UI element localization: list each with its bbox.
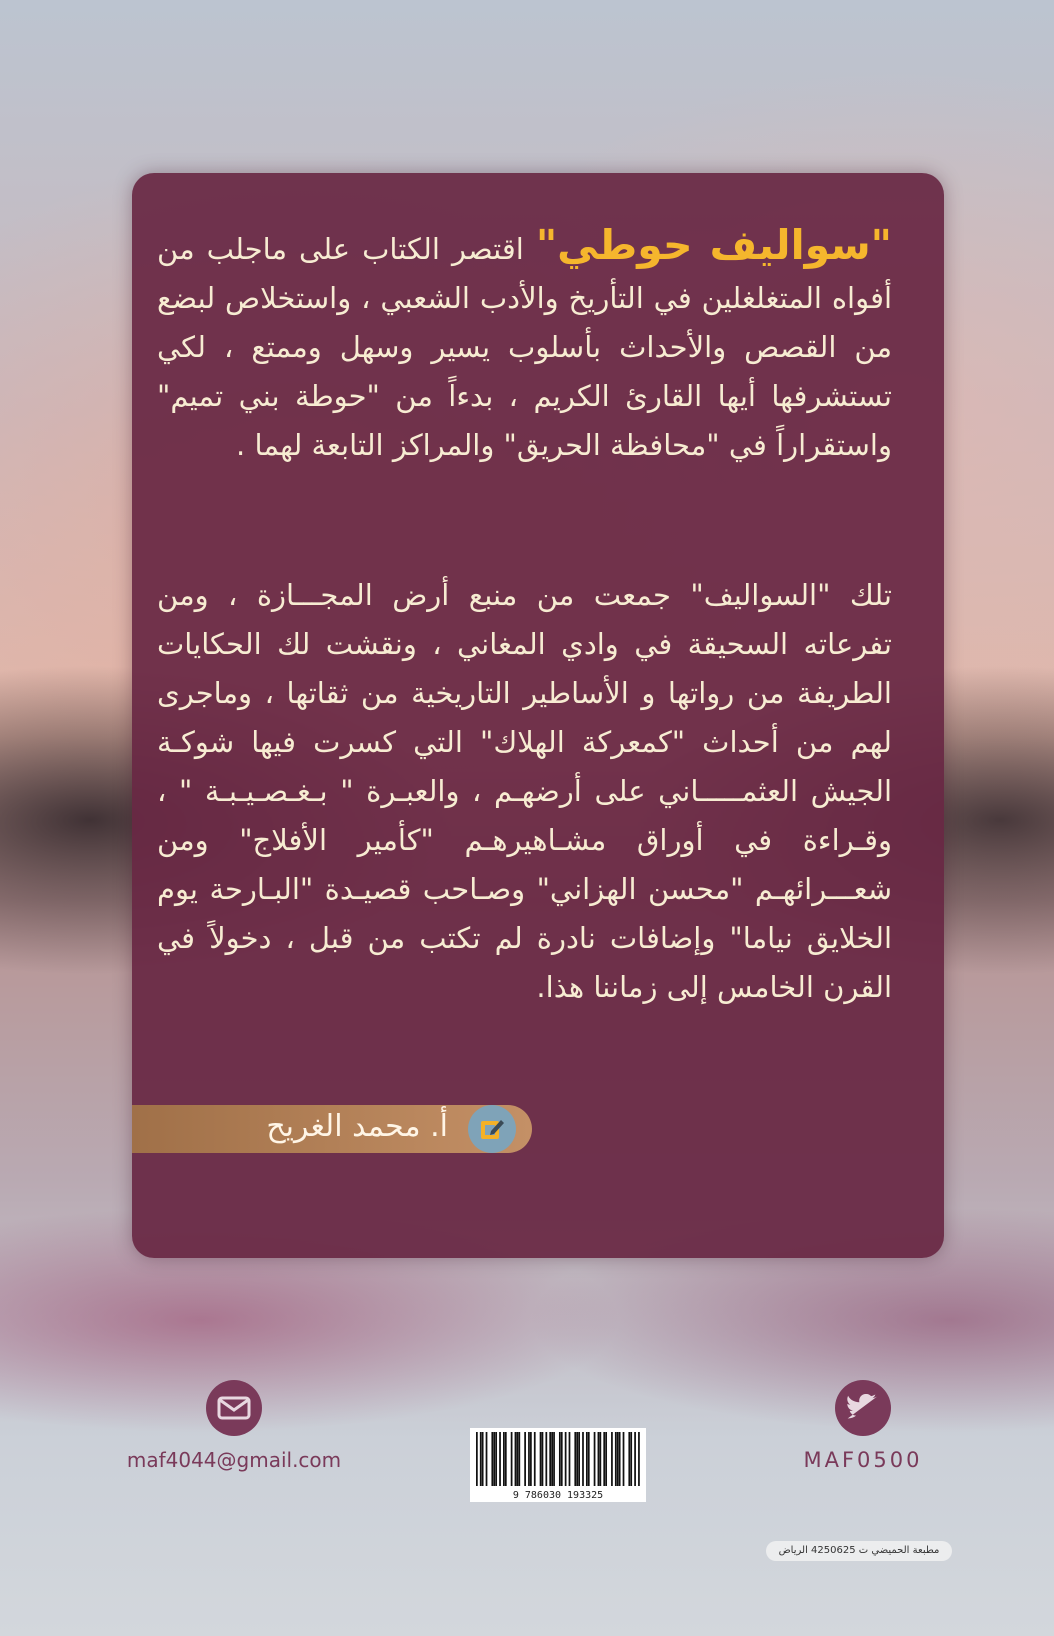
email-address[interactable]: maf4044@gmail.com: [126, 1448, 342, 1472]
barcode-bar: [617, 1432, 619, 1486]
twitter-icon: [835, 1380, 891, 1436]
printer-label: مطبعة الحميضي ت 4250625 الرياض: [766, 1541, 952, 1561]
barcode-bar: [630, 1432, 632, 1486]
barcode-bar: [634, 1432, 636, 1486]
barcode-bar: [594, 1432, 596, 1486]
blurb-paragraph-1: [157, 221, 892, 470]
barcode-bar: [599, 1432, 601, 1486]
barcode-bar: [505, 1432, 507, 1486]
barcode-bar: [511, 1432, 513, 1486]
email-contact: [124, 1380, 344, 1472]
barcode-bar: [578, 1432, 580, 1486]
barcode-bar: [628, 1432, 630, 1486]
barcode-bar: [553, 1432, 555, 1486]
barcode-bar: [545, 1432, 547, 1486]
barcode-bar: [524, 1432, 526, 1486]
barcode-bar: [491, 1432, 493, 1486]
barcode-bar: [495, 1432, 497, 1486]
barcode-bar: [542, 1432, 544, 1486]
barcode-bar: [503, 1432, 505, 1486]
blurb-paragraph-2: تلك "السواليف" جمعت من منبع أرض المجـــازة ، ومن تفرعاته السحيقة في وادي المغاني ، ونقشت لك الحكايات الطريفة من رواتها و الأساطير التاريخية من ثقاتها ، وماجرى لهم من أحداث "كمعركة الهلاك" التي كسرت فيها شوكـة الجيش العثمـــــاني على أرضهـم ، والعبـرة " بـغـصـيـبـة " ، وقـراءة في أوراق مشـاهيرهـم "كأمير الأفلاج" ومن شعـــرائهـم "محسن الهزاني" وصـاحب قصيـدة "البـارحة يوم الخلايق نياما" وإضافات نادرة لم تكتب من قبل ، دخولاً في القرن الخامس إلى زماننا هذا.: [157, 578, 892, 1004]
author-name: أ. محمد الغريح: [266, 1109, 448, 1144]
barcode-bar: [476, 1432, 478, 1486]
barcode-bar: [603, 1432, 605, 1486]
barcode-bar: [565, 1432, 567, 1486]
barcode-bar: [638, 1432, 640, 1486]
barcode-bar: [588, 1432, 590, 1486]
blurb-paragraph-1-text: اقتصر الكتاب على ماجلب من أفواه المتغلغلين في التأريخ والأدب الشعبي ، واستخلاص لبضع من القصص والأحداث بأسلوب يسير وسهل وممتع ، لكي تستشرفها أيها القارئ الكريم ، بدءاً من "حوطة بني تميم" واستقراراً في "محافظة الحريق" والمراكز التابعة لهما .: [157, 232, 892, 462]
barcode-bar: [499, 1432, 501, 1486]
barcode-bar: [515, 1432, 517, 1486]
isbn-number: 9 786030 193325: [512, 1490, 604, 1501]
barcode-bar: [605, 1432, 607, 1486]
barcode-bar: [598, 1432, 600, 1486]
barcode-bar: [561, 1432, 563, 1486]
book-title: "سواليف حوطي": [535, 221, 893, 269]
barcode-bar: [611, 1432, 613, 1486]
barcode-bar: [482, 1432, 484, 1486]
isbn-barcode: [470, 1428, 646, 1502]
barcode-bar: [480, 1432, 482, 1486]
twitter-handle[interactable]: MAF0500: [803, 1448, 923, 1472]
barcode-bar: [517, 1432, 519, 1486]
barcode-bar: [623, 1432, 625, 1486]
barcode-bar: [576, 1432, 578, 1486]
barcode-bar: [530, 1432, 532, 1486]
barcode-bar: [534, 1432, 536, 1486]
barcode-bar: [493, 1432, 495, 1486]
barcode-bar: [582, 1432, 584, 1486]
barcode-bar: [619, 1432, 621, 1486]
barcode-bar: [574, 1432, 576, 1486]
barcode-bar: [551, 1432, 553, 1486]
barcode-bar: [586, 1432, 588, 1486]
barcode-bar: [615, 1432, 617, 1486]
author-bar: [132, 1105, 532, 1153]
barcode-bar: [486, 1432, 488, 1486]
envelope-icon: [206, 1380, 262, 1436]
barcode-bar: [559, 1432, 561, 1486]
edit-icon: [468, 1105, 516, 1153]
barcode-bar: [518, 1432, 520, 1486]
blurb-panel: [132, 173, 944, 1258]
barcode-bar: [528, 1432, 530, 1486]
barcode-bar: [540, 1432, 542, 1486]
barcode-bar: [549, 1432, 551, 1486]
twitter-contact: [788, 1380, 938, 1472]
barcode-bar: [569, 1432, 571, 1486]
